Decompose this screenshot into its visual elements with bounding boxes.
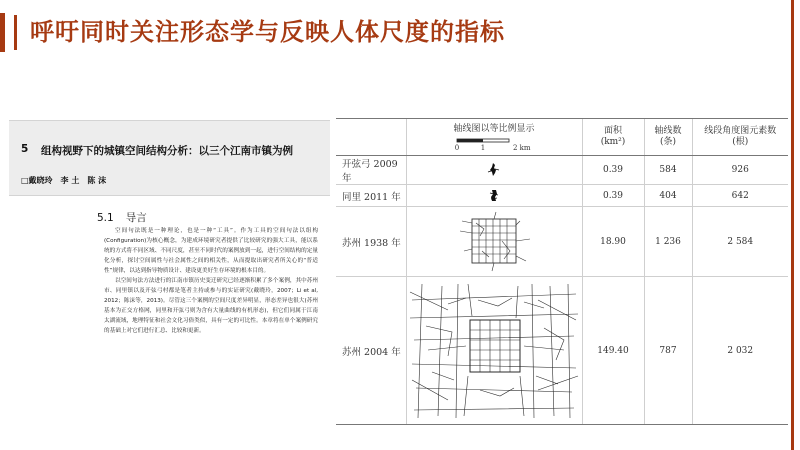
table-row [336,277,788,425]
paragraph: 以空间句法方法进行的江南市镇历史变迁研究已经逐渐积累了多个案例，其中苏州市、同里镇以及开弦弓村都是笔者主持或参与的实证研究(戴晓玲，2007；Li et al, 2012；陈沫等，2013)。尽管这三个案例的空间尺度差异明显，形态差异也很大(苏州基本为正交方格网，同里和开弦弓则为含有大量曲线的有机形态)，但它们同属于江南太湖流域，地理特征和社会文化习俗类似，具有一定的可比性。本章将在单个案例研究的基础上对它们进行汇总、比较和更新。 [104,278,318,334]
authors: □戴晓玲 李 土 陈 沫 [21,176,107,185]
paragraph: 空间句法既是一种理论，也是一种“工具”。作为工具的空间句法以组构(Configuration)为核心概念，为建成环境研究者提供了比较研究的强大工具，能以系统的方式将不同区域、不同尺度，甚至不同时代的案例放到一起，进行空间结构的定量化分析，探讨空间属性与社会属性之间的相关性，从而提取出研究者所关心的“普适性”规律，以达到指导物质设计、建设更美好生存环境的根本目的。 [104,228,318,274]
axial-map-thumbnail [406,207,582,277]
table-row [336,185,788,207]
row-axes: 787 [644,277,692,425]
slide-title: 呼吁同时关注形态学与反映人体尺度的指标 [30,18,505,46]
section-heading [97,210,147,225]
row-area: 0.39 [582,156,644,185]
table-row [336,156,788,185]
row-elements: 642 [692,185,788,207]
title-accent-bar [0,13,5,52]
row-axes: 404 [644,185,692,207]
chapter-title: 组构视野下的城镇空间结构分析：以三个江南市镇为例 [41,145,293,157]
header-area: 面积 (km²) [582,119,644,156]
scale-label: 0 [454,143,460,151]
row-elements: 2 032 [692,277,788,425]
row-area: 149.40 [582,277,644,425]
comparison-table [336,118,788,425]
right-edge-line [791,0,794,450]
row-elements: 2 584 [692,207,788,277]
axial-map-thumbnail [406,185,582,207]
section-title: 导言 [125,212,147,224]
title-accent-bar-thin [14,15,17,50]
table-row [336,207,788,277]
body-text [104,226,318,336]
header-map: 轴线图以等比例显示 0 1 2 km [406,119,582,156]
scale-label: 1 [480,143,486,151]
document-excerpt [9,120,330,397]
row-name: 苏州 1938 年 [336,207,406,277]
row-axes: 584 [644,156,692,185]
row-name: 同里 2011 年 [336,185,406,207]
row-name: 苏州 2004 年 [336,277,406,425]
chapter-number: 5 [21,143,29,155]
row-axes: 1 236 [644,207,692,277]
chapter-header [9,120,330,196]
scale-label: 2 km [513,143,531,151]
header-axes: 轴线数 (条) [644,119,692,156]
section-number: 5.1 [97,212,114,224]
row-name: 开弦弓 2009 年 [336,156,406,185]
row-area: 18.90 [582,207,644,277]
header-name [336,119,406,156]
row-elements: 926 [692,156,788,185]
scale-bar [449,137,539,151]
row-area: 0.39 [582,185,644,207]
comparison-table-container [336,118,788,395]
table-header-row [336,119,788,156]
axial-map-thumbnail [406,156,582,185]
header-elements: 线段角度图元素数 (根) [692,119,788,156]
axial-map-thumbnail [406,277,582,425]
